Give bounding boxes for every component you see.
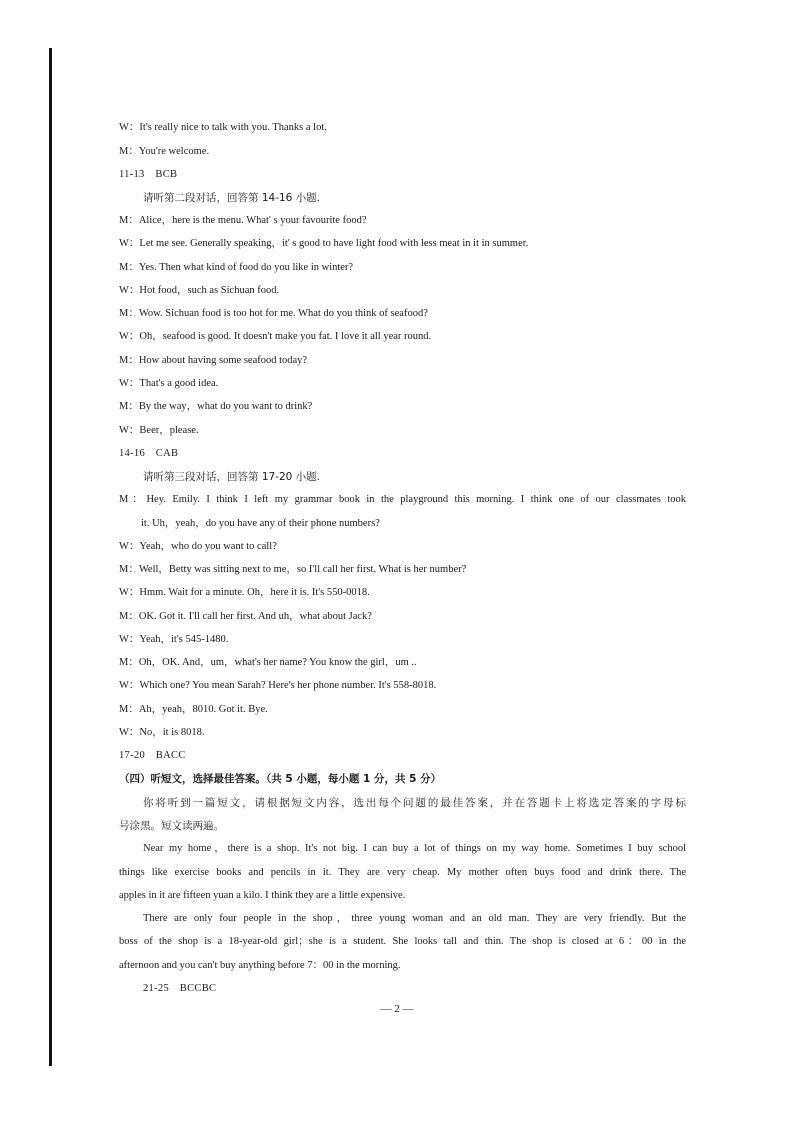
dialogue-line: W：Hmm. Wait for a minute. Oh，here it is. It's 550-0018. — [119, 587, 370, 598]
dialogue-line: M：You're welcome. — [119, 146, 210, 157]
dialogue-line: M：By the way，what do you want to drink? — [119, 401, 313, 412]
dialogue-line: M：Yes. Then what kind of food do you like in winter? — [119, 262, 354, 273]
dialogue-line: W：Oh，seafood is good. It doesn't make you fat. I love it all year round. — [119, 331, 432, 342]
instruction-line-continued: 号涂黑。短文读两遍。 — [119, 820, 224, 832]
instruction-line: 请听第二段对话，回答第 14-16 小题. — [143, 192, 321, 204]
dialogue-line: M：Alice，here is the menu. What' s your favourite food? — [119, 215, 367, 226]
dialogue-line: M：Well，Betty was sitting next to me，so I'll call her first. What is her number? — [119, 564, 467, 575]
instruction-line: 你将听到一篇短文，请根据短文内容，选出每个问题的最佳答案，并在答题卡上将选定答案的字母标 — [143, 797, 686, 809]
dialogue-line: W：Yeah，who do you want to call? — [119, 541, 277, 552]
dialogue-line: W：Yeah，it's 545-1480. — [119, 634, 229, 645]
dialogue-line: W：It's really nice to talk with you. Thanks a lot. — [119, 122, 327, 133]
dialogue-line: W：Beer，please. — [119, 425, 199, 436]
passage-line: things like exercise books and pencils in it. They are very cheap. My mother often buys food and drink there. The — [119, 867, 686, 878]
dialogue-line: M：Wow. Sichuan food is too hot for me. What do you think of seafood? — [119, 308, 428, 319]
dialogue-line: W：Hot food，such as Sichuan food. — [119, 285, 280, 296]
passage-line: boss of the shop is a 18-year-old girl；she is a student. She looks tall and thin. The shop is closed at 6：00 in the — [119, 936, 686, 947]
dialogue-line: M：OK. Got it. I'll call her first. And uh，what about Jack? — [119, 611, 372, 622]
dialogue-line: M：Ah，yeah，8010. Got it. Bye. — [119, 704, 268, 715]
dialogue-line: M：Oh，OK. And，um，what's her name? You know the girl，um .. — [119, 657, 417, 668]
dialogue-line: M：How about having some seafood today? — [119, 355, 308, 366]
passage-line: There are only four people in the shop，three young woman and an old man. They are very friendly. But the — [143, 913, 686, 924]
passage-line: apples in it are fifteen yuan a kilo. I think they are a little expensive. — [119, 890, 406, 901]
dialogue-line: W：That's a good idea. — [119, 378, 219, 389]
answer-line: 11-13 BCB — [119, 169, 178, 180]
dialogue-line: W：No，it is 8018. — [119, 727, 205, 738]
passage-line: afternoon and you can't buy anything before 7：00 in the morning. — [119, 960, 401, 971]
dialogue-line-continued: it. Uh，yeah，do you have any of their phone numbers? — [141, 518, 380, 529]
dialogue-line: M：Hey. Emily. I think I left my grammar book in the playground this morning. I think one of our classmates took — [119, 494, 686, 505]
answer-line: 17-20 BACC — [119, 750, 186, 761]
passage-line: Near my home，there is a shop. It's not big. I can buy a lot of things on my way home. Sometimes I buy school — [143, 843, 686, 854]
dialogue-line: W：Let me see. Generally speaking，it' s good to have light food with less meat in it in summer. — [119, 238, 529, 249]
dialogue-line: W：Which one? You mean Sarah? Here's her phone number. It's 558-8018. — [119, 680, 437, 691]
page-number: — 2 — — [380, 1003, 414, 1015]
section-heading: （四）听短文，选择最佳答案。（共 5 小题，每小题 1 分，共 5 分） — [119, 773, 442, 785]
answer-line: 14-16 CAB — [119, 448, 179, 459]
instruction-line: 请听第三段对话，回答第 17-20 小题. — [143, 471, 321, 483]
answer-line: 21-25 BCCBC — [143, 983, 217, 994]
